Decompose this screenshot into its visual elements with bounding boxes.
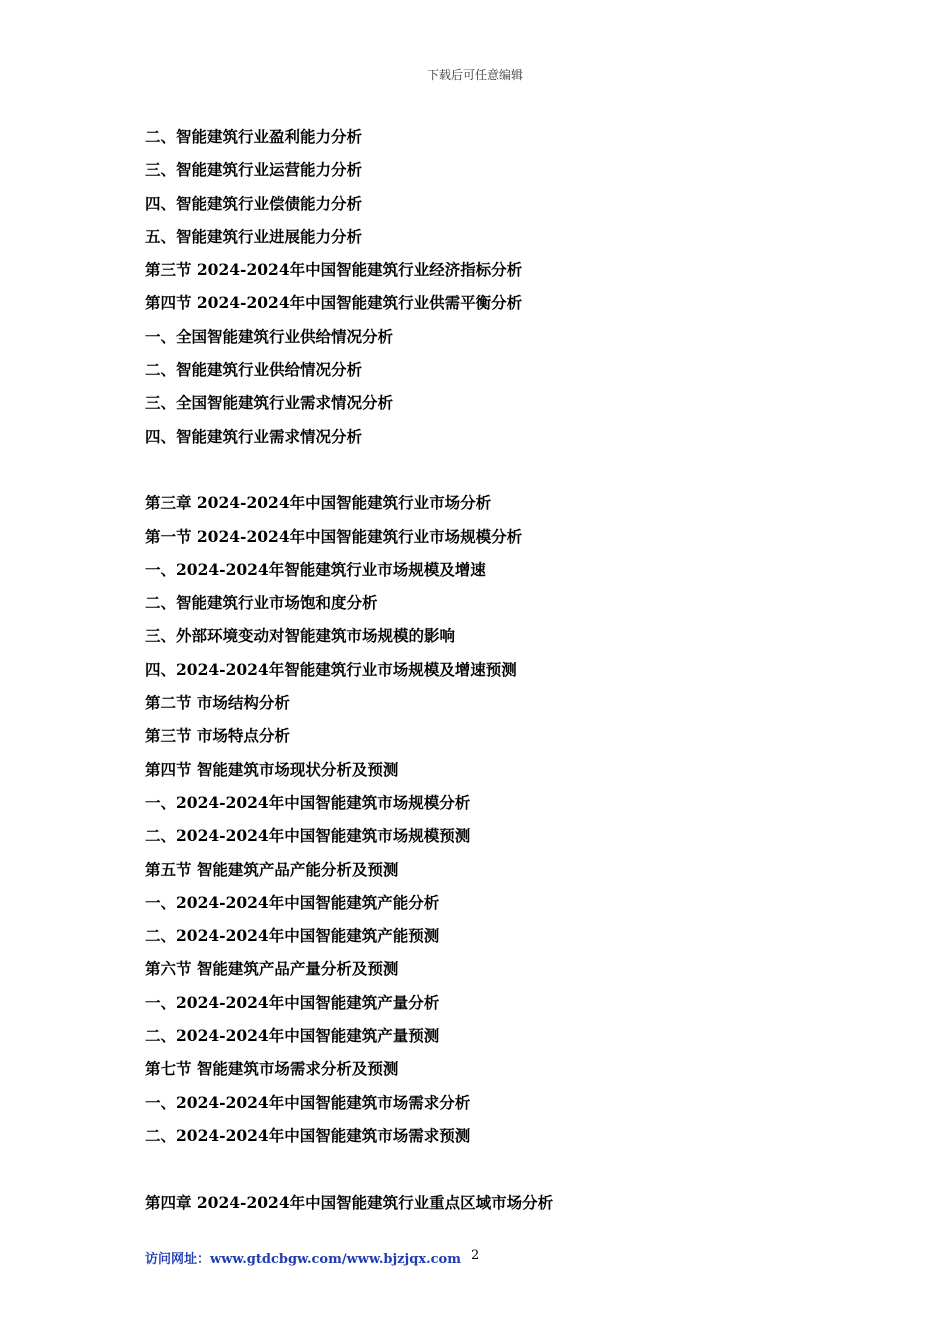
toc-entry: 二、2024-2024年中国智能建筑产能预测 (145, 926, 440, 946)
toc-entry: 一、2024-2024年中国智能建筑产量分析 (145, 992, 440, 1012)
toc-entry: 二、2024-2024年中国智能建筑市场需求预测 (145, 1125, 471, 1145)
header-note: 下载后可任意编辑 (426, 68, 523, 82)
toc-group-1 (145, 120, 845, 453)
toc-spacer (145, 1152, 845, 1185)
toc-entry: 四、智能建筑行业偿债能力分析 (145, 193, 363, 213)
toc-entry: 一、2024-2024年中国智能建筑产能分析 (145, 892, 440, 912)
toc-entry: 第三章 2024-2024年中国智能建筑行业市场分析 (145, 493, 492, 513)
toc-entry: 一、全国智能建筑行业供给情况分析 (145, 326, 394, 346)
toc-entry: 五、智能建筑行业进展能力分析 (145, 226, 363, 246)
toc-entry: 二、智能建筑行业供给情况分析 (145, 360, 363, 380)
toc-entry: 第三节 2024-2024年中国智能建筑行业经济指标分析 (145, 260, 523, 280)
table-of-contents (145, 120, 845, 1219)
toc-entry: 二、2024-2024年中国智能建筑产量预测 (145, 1026, 440, 1046)
toc-entry: 二、2024-2024年中国智能建筑市场规模预测 (145, 826, 471, 846)
toc-entry: 第三节 市场特点分析 (145, 726, 290, 746)
toc-entry: 一、2024-2024年中国智能建筑市场需求分析 (145, 1092, 471, 1112)
toc-entry: 第四节 2024-2024年中国智能建筑行业供需平衡分析 (145, 293, 523, 313)
toc-entry: 一、2024-2024年智能建筑行业市场规模及增速 (145, 559, 486, 579)
toc-entry: 四、2024-2024年智能建筑行业市场规模及增速预测 (145, 659, 517, 679)
toc-entry: 二、智能建筑行业市场饱和度分析 (145, 593, 378, 613)
toc-entry: 三、外部环境变动对智能建筑市场规模的影响 (145, 626, 456, 646)
toc-group-2 (145, 486, 845, 1152)
toc-group-3 (145, 1186, 845, 1219)
toc-entry: 四、智能建筑行业需求情况分析 (145, 426, 363, 446)
toc-entry: 第四节 智能建筑市场现状分析及预测 (145, 759, 399, 779)
toc-entry: 二、智能建筑行业盈利能力分析 (145, 127, 363, 146)
toc-spacer (145, 453, 845, 486)
toc-entry: 第四章 2024-2024年中国智能建筑行业重点区域市场分析 (145, 1192, 554, 1212)
toc-entry: 三、智能建筑行业运营能力分析 (145, 160, 363, 180)
toc-entry: 第二节 市场结构分析 (145, 693, 290, 713)
footer-website-link[interactable]: 访问网址：www.gtdcbgw.com/www.bjzjqx.com (145, 1252, 461, 1267)
toc-entry: 一、2024-2024年中国智能建筑市场规模分析 (145, 792, 471, 812)
toc-entry: 第五节 智能建筑产品产能分析及预测 (145, 859, 399, 879)
toc-entry: 第一节 2024-2024年中国智能建筑行业市场规模分析 (145, 526, 523, 546)
toc-entry: 第七节 智能建筑市场需求分析及预测 (145, 1059, 399, 1079)
page-number: 2 (471, 1248, 480, 1263)
toc-entry: 第六节 智能建筑产品产量分析及预测 (145, 959, 399, 979)
toc-entry: 三、全国智能建筑行业需求情况分析 (145, 393, 394, 413)
